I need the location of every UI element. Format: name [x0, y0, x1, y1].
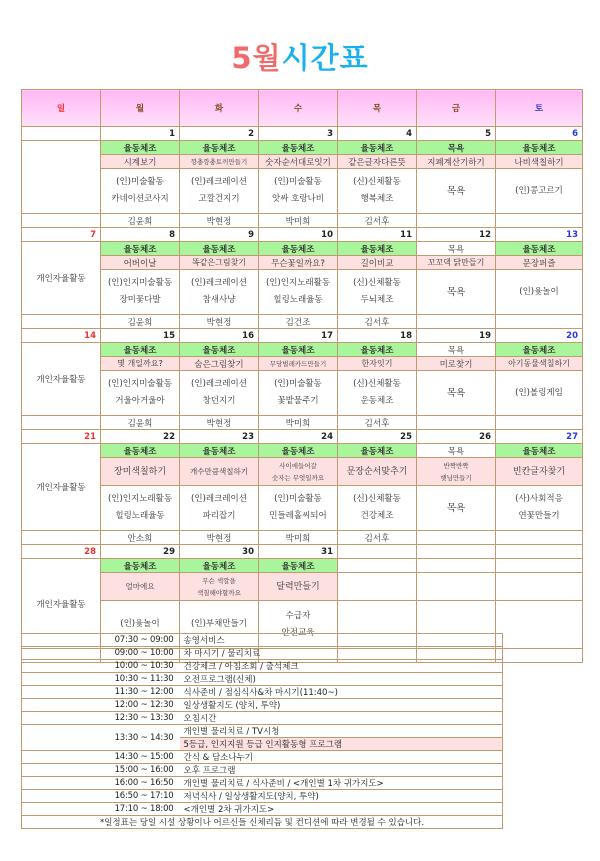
daily-schedule-table — [21, 633, 503, 829]
week-5-cognitive-row — [22, 573, 583, 601]
staff-cell: 박미희 — [259, 531, 338, 545]
date-cell: 16 — [180, 329, 259, 343]
staff-cell: 김서후 — [338, 315, 417, 329]
schedule-activity: 저녁식사 / 일상생활지도(양치, 투약) — [180, 790, 503, 803]
staff-cell — [417, 416, 496, 430]
exercise-cell: 율동체조 — [180, 343, 259, 357]
program-title: 민들레홀씨되어 — [269, 511, 327, 521]
program-cell — [101, 371, 180, 416]
blank-cell — [22, 416, 101, 430]
schedule-time: 15:00 ~ 16:00 — [101, 764, 180, 777]
exercise-cell: 율동체조 — [259, 141, 338, 155]
exercise-cell: 율동체조 — [101, 444, 180, 458]
week-2-exercise-row — [22, 242, 583, 256]
footnote-row — [22, 816, 503, 829]
exercise-cell: 율동체조 — [338, 242, 417, 256]
blank-cell — [496, 573, 583, 601]
program-title: 행복체조 — [360, 194, 394, 204]
date-cell: 4 — [338, 127, 417, 141]
program-cell — [338, 169, 417, 214]
cognitive-line: 숫자는 무엇일까요 — [271, 473, 325, 482]
program-title: 힐링노래율동 — [273, 295, 323, 305]
date-cell: 19 — [417, 329, 496, 343]
cognitive-cell: 빈칸글자찾기 — [496, 458, 583, 486]
schedule-row — [22, 751, 503, 764]
schedule-time: 12:00 ~ 12:30 — [101, 699, 180, 712]
schedule-activity: 차 마시기 / 물리치료 — [180, 647, 503, 660]
date-cell: 30 — [180, 545, 259, 559]
schedule-row — [22, 725, 503, 738]
schedule-row — [22, 660, 503, 673]
program-type: (사)사회적응 — [515, 494, 563, 504]
program-cell — [180, 486, 259, 531]
staff-cell — [417, 315, 496, 329]
exercise-cell: 율동체조 — [180, 444, 259, 458]
program-title: (인)볼링게임 — [515, 387, 563, 398]
week-2-date-row — [22, 228, 583, 242]
schedule-time: 10:00 ~ 10:30 — [101, 660, 180, 673]
cognitive-cell: 몇 개일까요? — [101, 357, 180, 371]
program-title: 창던지기 — [202, 396, 236, 406]
cognitive-cell: 시계보기 — [101, 155, 180, 169]
date-cell — [338, 545, 417, 559]
exercise-cell: 율동체조 — [180, 559, 259, 573]
program-cell — [259, 371, 338, 416]
schedule-time: 12:30 ~ 13:30 — [101, 712, 180, 725]
staff-cell: 박현정 — [180, 531, 259, 545]
footnote: *일정표는 당일 시설 상황이나 어르신들 신체리듬 및 컨디션에 따라 변경될 수 있습니다. — [22, 816, 503, 829]
date-cell: 12 — [417, 228, 496, 242]
exercise-cell: 율동체조 — [496, 242, 583, 256]
cognitive-line: 햇님만들기 — [440, 473, 472, 482]
exercise-cell: 율동체조 — [259, 559, 338, 573]
schedule-time: 10:30 ~ 11:30 — [101, 673, 180, 686]
date-cell: 2 — [180, 127, 259, 141]
date-cell: 1 — [101, 127, 180, 141]
program-title: 목욕 — [446, 502, 466, 514]
schedule-activity-extra: 5등급, 인지지원 등급 인지활동형 프로그램 — [180, 738, 503, 751]
cognitive-cell: 숫자순서대로잇기 — [259, 155, 338, 169]
schedule-activity: 건강체크 / 아침조회 / 출석체크 — [180, 660, 503, 673]
date-cell: 22 — [101, 430, 180, 444]
date-cell: 28 — [22, 545, 101, 559]
program-cell — [417, 270, 496, 315]
program-cell — [180, 371, 259, 416]
exercise-cell: 목욕 — [417, 141, 496, 155]
cognitive-line: 색칠해야할까요 — [197, 588, 241, 597]
cognitive-cell: 똑같은그림찾기 — [180, 256, 259, 270]
staff-cell: 안소희 — [101, 531, 180, 545]
date-cell: 21 — [22, 430, 101, 444]
cognitive-cell: 같은글자다른뜻 — [338, 155, 417, 169]
program-title: 두뇌체조 — [360, 295, 394, 305]
blank-cell — [496, 601, 583, 649]
date-cell: 23 — [180, 430, 259, 444]
program-title: 목욕 — [446, 387, 466, 399]
week-3-date-row — [22, 329, 583, 343]
schedule-time: 13:30 ~ 14:30 — [101, 725, 180, 751]
program-title: 안전교육 — [281, 627, 315, 638]
program-cell — [101, 270, 180, 315]
week-4-staff-row — [22, 531, 583, 545]
schedule-time: 09:00 ~ 10:00 — [101, 647, 180, 660]
blank-cell — [338, 573, 417, 601]
exercise-cell: 율동체조 — [259, 444, 338, 458]
date-cell: 27 — [496, 430, 583, 444]
program-title: 고깔건지기 — [198, 194, 240, 204]
program-type: (인)미술활동 — [116, 177, 164, 187]
cognitive-line: 반짝반짝 — [443, 461, 469, 470]
program-title: 참새사냥 — [202, 295, 236, 305]
weekday-header-row — [22, 90, 583, 127]
date-cell: 8 — [101, 228, 180, 242]
cognitive-cell: 달력만들기 — [259, 573, 338, 601]
program-cell — [496, 169, 583, 214]
weekday-header-fri: 금 — [417, 90, 496, 127]
program-title: 연꽃만들기 — [518, 511, 560, 521]
program-title: (인)콩고르기 — [515, 185, 563, 196]
program-cell — [496, 486, 583, 531]
date-cell: 14 — [22, 329, 101, 343]
cognitive-cell: 한자잇기 — [338, 357, 417, 371]
weekday-header-wed: 수 — [259, 90, 338, 127]
date-cell: 3 — [259, 127, 338, 141]
date-cell — [417, 545, 496, 559]
staff-cell: 김윤희 — [101, 416, 180, 430]
program-type: (인)레크레이션 — [191, 494, 247, 504]
program-type: 수급자 — [285, 610, 311, 621]
program-title: 건강체조 — [360, 511, 394, 521]
staff-cell — [496, 416, 583, 430]
program-type: (신)신체활동 — [353, 379, 401, 389]
schedule-row — [22, 790, 503, 803]
week-2-program-row — [22, 270, 583, 315]
schedule-activity: 일상생활지도 (양치, 투약) — [180, 699, 503, 712]
program-title: 꽃밭물주기 — [277, 396, 319, 406]
staff-cell: 김서후 — [338, 416, 417, 430]
exercise-cell: 율동체조 — [259, 242, 338, 256]
program-type: (신)신체활동 — [353, 177, 401, 187]
cognitive-cell — [180, 573, 259, 601]
week-1-cognitive-row — [22, 155, 583, 169]
schedule-row — [22, 686, 503, 699]
cognitive-cell: 나비색칠하기 — [496, 155, 583, 169]
week-1-program-row — [22, 169, 583, 214]
program-cell — [101, 486, 180, 531]
cognitive-line: 사이에들어갈 — [279, 461, 317, 470]
weekday-header-sun: 일 — [22, 90, 101, 127]
title-label: 시간표 — [281, 41, 369, 75]
program-type: (인)인지미술활동 — [107, 278, 173, 288]
program-type: (신)신체활동 — [353, 278, 401, 288]
schedule-row — [22, 764, 503, 777]
date-cell: 15 — [101, 329, 180, 343]
week-5-exercise-row — [22, 559, 583, 573]
program-cell — [338, 486, 417, 531]
program-type: (인)미술활동 — [274, 177, 322, 187]
staff-cell — [496, 531, 583, 545]
blank-cell — [22, 214, 101, 228]
title-month: 5월 — [231, 41, 282, 75]
sunday-activity: 개인자율활동 — [22, 343, 101, 416]
schedule-activity: 오침시간 — [180, 712, 503, 725]
date-cell: 13 — [496, 228, 583, 242]
program-cell — [417, 371, 496, 416]
weekday-header-thu: 목 — [338, 90, 417, 127]
date-cell: 18 — [338, 329, 417, 343]
staff-cell: 박미희 — [259, 214, 338, 228]
date-cell: 17 — [259, 329, 338, 343]
staff-cell — [496, 214, 583, 228]
exercise-cell: 율동체조 — [259, 343, 338, 357]
exercise-cell: 목욕 — [417, 343, 496, 357]
schedule-time: 17:10 ~ 18:00 — [101, 803, 180, 816]
schedule-activity: 간식 & 담소나누기 — [180, 751, 503, 764]
program-title: 파리잡기 — [202, 511, 236, 521]
schedule-row — [22, 803, 503, 816]
staff-cell: 김윤희 — [101, 315, 180, 329]
program-title: 카네이션코사지 — [111, 194, 169, 204]
program-cell — [338, 270, 417, 315]
exercise-cell: 율동체조 — [338, 444, 417, 458]
exercise-cell: 율동체조 — [496, 141, 583, 155]
staff-cell — [496, 649, 583, 663]
staff-cell: 김건조 — [259, 315, 338, 329]
program-cell — [496, 270, 583, 315]
program-cell — [417, 169, 496, 214]
staff-cell: 김윤희 — [101, 214, 180, 228]
week-3-staff-row — [22, 416, 583, 430]
staff-cell: 김서후 — [338, 214, 417, 228]
schedule-row — [22, 699, 503, 712]
schedule-time: 07:30 ~ 09:00 — [101, 634, 180, 647]
blank-cell — [22, 315, 101, 329]
cognitive-cell: 꼬꼬댁 닭만들기 — [417, 256, 496, 270]
schedule-activity: 개인별 물리치료 / TV시청 — [180, 725, 503, 738]
schedule-time: 11:30 ~ 12:00 — [101, 686, 180, 699]
program-cell — [259, 270, 338, 315]
schedule-activity: 송영서비스 — [180, 634, 503, 647]
date-cell: 25 — [338, 430, 417, 444]
exercise-cell: 율동체조 — [496, 444, 583, 458]
exercise-cell: 목욕 — [417, 444, 496, 458]
sunday-activity — [22, 141, 101, 214]
week-4-program-row — [22, 486, 583, 531]
staff-cell — [417, 531, 496, 545]
date-cell: 31 — [259, 545, 338, 559]
staff-cell: 박현정 — [180, 315, 259, 329]
program-cell — [180, 270, 259, 315]
staff-cell — [496, 315, 583, 329]
program-cell — [259, 486, 338, 531]
sunday-activity: 개인자율활동 — [22, 242, 101, 315]
exercise-cell: 율동체조 — [338, 141, 417, 155]
exercise-cell: 율동체조 — [180, 242, 259, 256]
exercise-cell: 율동체조 — [101, 242, 180, 256]
schedule-row — [22, 647, 503, 660]
staff-cell — [417, 214, 496, 228]
blank-cell — [496, 559, 583, 573]
date-cell: 10 — [259, 228, 338, 242]
date-cell: 5 — [417, 127, 496, 141]
page-title — [0, 36, 600, 77]
schedule-row — [22, 712, 503, 725]
program-cell — [259, 169, 338, 214]
exercise-cell: 율동체조 — [101, 141, 180, 155]
exercise-cell: 율동체조 — [496, 343, 583, 357]
program-type: (인)인지노래활동 — [107, 494, 173, 504]
schedule-activity: 개인별 물리치료 / 식사준비 / <개인별 1차 귀가지도> — [180, 777, 503, 790]
program-title: (인)부채만들기 — [191, 619, 247, 629]
program-type: (인)인지노래활동 — [265, 278, 331, 288]
week-3-program-row — [22, 371, 583, 416]
cognitive-cell: 문장퍼즐 — [496, 256, 583, 270]
date-cell: 29 — [101, 545, 180, 559]
program-type: (인)레크레이션 — [191, 379, 247, 389]
date-cell: 24 — [259, 430, 338, 444]
date-cell: 6 — [496, 127, 583, 141]
date-cell: 9 — [180, 228, 259, 242]
program-type: (인)미술활동 — [274, 494, 322, 504]
cognitive-cell: 깡충깡충토끼만들기 — [180, 155, 259, 169]
cognitive-cell: 얼마에요 — [101, 573, 180, 601]
exercise-cell: 율동체조 — [101, 343, 180, 357]
cognitive-cell: 지폐계산기하기 — [417, 155, 496, 169]
sunday-activity: 개인자율활동 — [22, 559, 101, 649]
date-cell — [22, 127, 101, 141]
schedule-activity: 오후 프로그램 — [180, 764, 503, 777]
schedule-row — [22, 777, 503, 790]
week-3-cognitive-row — [22, 357, 583, 371]
program-type: (인)레크레이션 — [191, 278, 247, 288]
program-title: 운동체조 — [360, 396, 394, 406]
exercise-cell: 율동체조 — [338, 343, 417, 357]
cognitive-cell: 미로찾기 — [417, 357, 496, 371]
week-4-exercise-row — [22, 444, 583, 458]
weekday-header-sat: 토 — [496, 90, 583, 127]
weekday-header-mon: 월 — [101, 90, 180, 127]
staff-cell: 김서후 — [338, 531, 417, 545]
sunday-activity: 개인자율활동 — [22, 444, 101, 531]
week-2-staff-row — [22, 315, 583, 329]
program-cell — [338, 371, 417, 416]
schedule-time: 16:50 ~ 17:10 — [101, 790, 180, 803]
program-title: 거울아거울아 — [115, 396, 165, 406]
week-3-exercise-row — [22, 343, 583, 357]
schedule-row — [22, 673, 503, 686]
schedule-time: 14:30 ~ 15:00 — [101, 751, 180, 764]
date-cell — [496, 545, 583, 559]
week-1-exercise-row — [22, 141, 583, 155]
cognitive-cell: 길이비교 — [338, 256, 417, 270]
date-cell: 7 — [22, 228, 101, 242]
program-title: (인)윷놀이 — [519, 286, 559, 297]
date-cell: 26 — [417, 430, 496, 444]
week-4-date-row — [22, 430, 583, 444]
schedule-activity: <개인별 2차 귀가지도> — [180, 803, 503, 816]
schedule-activity: 오전프로그램(신체) — [180, 673, 503, 686]
program-cell — [180, 169, 259, 214]
staff-cell: 박현정 — [180, 214, 259, 228]
cognitive-cell: 숨은그림찾기 — [180, 357, 259, 371]
cognitive-cell: 장미색칠하기 — [101, 458, 180, 486]
exercise-cell: 율동체조 — [101, 559, 180, 573]
cognitive-cell: 아기동물색칠하기 — [496, 357, 583, 371]
cognitive-line: 무슨 색깔을 — [202, 576, 236, 585]
program-type: (인)레크레이션 — [191, 177, 247, 187]
date-cell: 20 — [496, 329, 583, 343]
program-type: (인)인지미술활동 — [107, 379, 173, 389]
program-cell — [417, 486, 496, 531]
cognitive-cell: 무당벌레카드만들기 — [259, 357, 338, 371]
program-title: 힐링노래율동 — [115, 511, 165, 521]
exercise-cell: 율동체조 — [180, 141, 259, 155]
week-4-cognitive-row — [22, 458, 583, 486]
program-type: (인)미술활동 — [274, 379, 322, 389]
cognitive-cell — [259, 458, 338, 486]
blank-cell — [338, 559, 417, 573]
program-type: (신)신체활동 — [353, 494, 401, 504]
program-cell — [101, 169, 180, 214]
program-title: 목욕 — [446, 286, 466, 298]
blank-cell — [417, 573, 496, 601]
program-cell — [496, 371, 583, 416]
staff-cell: 박현정 — [180, 416, 259, 430]
program-title: 앗싸 호랑나비 — [272, 194, 324, 204]
week-1-staff-row — [22, 214, 583, 228]
program-title: 장미꽃다발 — [119, 295, 161, 305]
week-2-cognitive-row — [22, 256, 583, 270]
program-title: (인)윷놀이 — [120, 619, 160, 629]
cognitive-cell: 무슨꽃일까요? — [259, 256, 338, 270]
monthly-calendar — [21, 89, 583, 663]
exercise-cell: 목욕 — [417, 242, 496, 256]
weekday-header-tue: 화 — [180, 90, 259, 127]
date-cell: 11 — [338, 228, 417, 242]
program-title: 목욕 — [446, 185, 466, 197]
schedule-row — [22, 634, 503, 647]
schedule-activity: 식사준비 / 점심식사&차 마시기(11:40~) — [180, 686, 503, 699]
week-1-date-row — [22, 127, 583, 141]
cognitive-cell: 문장순서맞추기 — [338, 458, 417, 486]
staff-cell: 박미희 — [259, 416, 338, 430]
week-5-date-row — [22, 545, 583, 559]
schedule-time: 16:00 ~ 16:50 — [101, 777, 180, 790]
cognitive-cell — [417, 458, 496, 486]
cognitive-cell: 어버이날 — [101, 256, 180, 270]
blank-cell — [22, 531, 101, 545]
cognitive-cell: 개수만큼색칠하기 — [180, 458, 259, 486]
blank-cell — [417, 559, 496, 573]
